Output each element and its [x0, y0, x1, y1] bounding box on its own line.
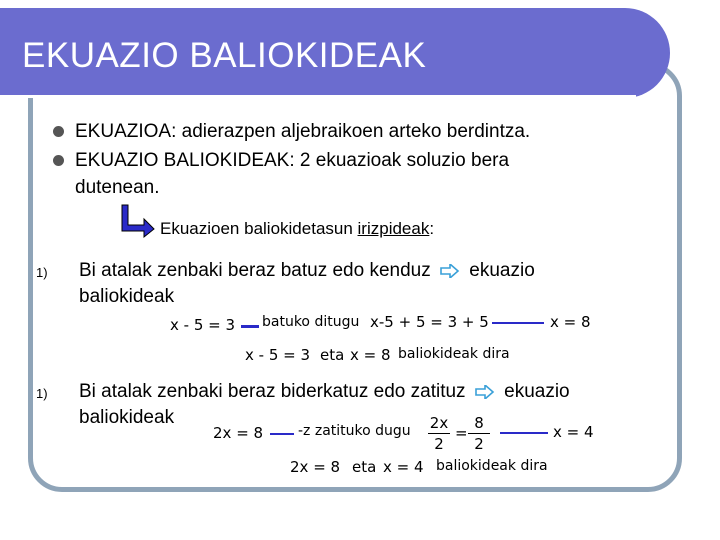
left-fraction	[428, 414, 450, 453]
item-1-end: ekuazio	[469, 260, 535, 281]
bullet-1	[75, 120, 530, 144]
example2-label: baliokideak dira	[436, 458, 548, 474]
bullet-dot	[53, 155, 64, 166]
criteria-underlined: irizpideak	[357, 219, 430, 238]
item-1-number: 1)	[36, 265, 48, 280]
bullet-1-term: EKUAZIOA	[75, 121, 172, 142]
item-1-line1	[79, 259, 535, 283]
equals-sign: =	[455, 424, 468, 442]
dash-arrow	[241, 325, 259, 328]
example2-equation: 2x = 8	[213, 424, 264, 442]
item-2-line2: baliokideak	[79, 407, 175, 428]
hollow-arrow-icon	[440, 264, 460, 278]
bullet-2-text: : 2 ekuazioak soluzio bera	[289, 150, 510, 171]
fraction-bar	[468, 433, 490, 434]
right-fraction	[468, 414, 490, 453]
criteria-heading	[160, 217, 434, 241]
example2-result: x = 4	[553, 423, 594, 441]
criteria-prefix: Ekuazioen baliokidetasun	[160, 219, 358, 238]
dash-arrow	[270, 433, 294, 435]
item-1-text: Bi atalak zenbaki beraz batuz edo kenduz	[79, 260, 431, 281]
example1-equiv2: x = 8	[350, 346, 391, 364]
item-2-line1	[79, 380, 570, 404]
elbow-arrow-icon	[118, 203, 156, 239]
example2-equiv1: 2x = 8	[290, 458, 341, 476]
slide-title: EKUAZIO BALIOKIDEAK	[22, 36, 427, 75]
hollow-arrow-icon	[475, 385, 495, 399]
item-2-end: ekuazio	[504, 381, 570, 402]
bullet-1-text: : adierazpen aljebraikoen arteko berdintza.	[171, 121, 531, 142]
example2-equiv2: x = 4	[383, 458, 424, 476]
long-arrow	[500, 432, 548, 434]
right-numerator: 8	[474, 414, 484, 432]
example1-step: x-5 + 5 = 3 + 5	[370, 313, 489, 331]
long-arrow	[492, 322, 544, 324]
example1-equation: x - 5 = 3	[170, 316, 236, 334]
bullet-dot	[53, 126, 64, 137]
example1-and: eta	[320, 346, 345, 364]
item-2-text: Bi atalak zenbaki beraz biderkatuz edo zatituz	[79, 381, 466, 402]
fraction-bar	[428, 433, 450, 434]
bullet-2-term: EKUAZIO BALIOKIDEAK	[75, 150, 290, 171]
example2-and: eta	[352, 458, 377, 476]
right-denominator: 2	[474, 435, 484, 453]
example1-result: x = 8	[550, 313, 591, 331]
bullet-2	[75, 149, 509, 173]
item-2-number: 1)	[36, 386, 48, 401]
example1-equiv1: x - 5 = 3	[245, 346, 311, 364]
example1-label: baliokideak dira	[398, 346, 510, 362]
example2-action: -z zatituko dugu	[298, 423, 411, 439]
criteria-suffix: :	[429, 219, 435, 238]
item-1-line2: baliokideak	[79, 286, 175, 307]
bullet-2-continuation: dutenean.	[75, 177, 160, 198]
left-denominator: 2	[434, 435, 444, 453]
example1-action: batuko ditugu	[262, 314, 360, 330]
left-numerator: 2x	[429, 414, 449, 432]
title-divider	[0, 95, 636, 98]
